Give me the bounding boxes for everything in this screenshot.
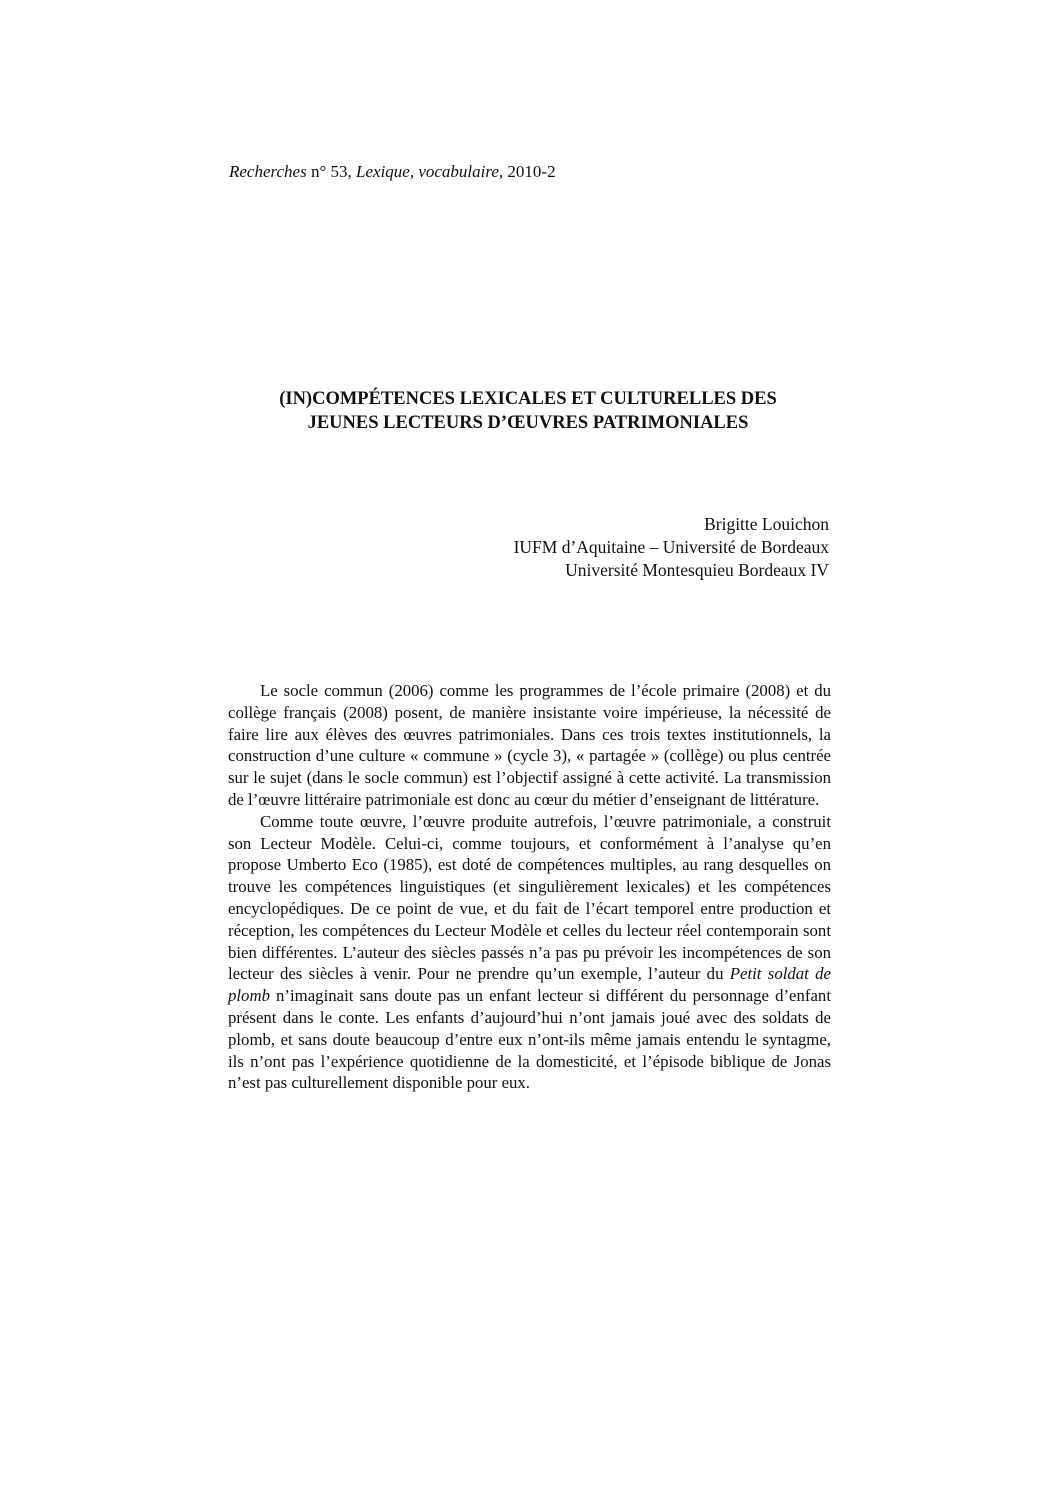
- article-title-line-1: (IN)COMPÉTENCES LEXICALES ET CULTURELLES DES: [279, 389, 777, 409]
- issue-theme: Lexique, vocabulaire: [356, 162, 499, 181]
- author-name: Brigitte Louichon: [704, 514, 829, 534]
- book-title-italic: Petit soldat de plomb: [228, 964, 831, 1006]
- author-affiliation-2: Université Montesquieu Bordeaux IV: [565, 560, 829, 580]
- issue-year: , 2010-2: [498, 162, 556, 181]
- body-paragraph-2-part-1: Comme toute œuvre, l’œuvre produite autrefois, l’œuvre patrimoniale, a construit son Lecteur Modèle. Celui-ci, comme toujours, et conformément à l’analyse qu’en propose Umberto Eco (1985), est doté de compétences multiples, au rang desquelles on trouve les compétences linguistiques (et singulièrement lexicales) et les compétences encyclopédiques. De ce point de vue, et du fait de l’écart temporel entre production et réception, les compétences du Lecteur Modèle et celles du lecteur réel contemporain sont bien différentes. L’auteur des siècles passés n’a pas pu prévoir les incompétences de son lecteur des siècles à venir. Pour ne prendre qu’un exemple, l’auteur du: [228, 811, 831, 984]
- article-title: [229, 387, 827, 435]
- body-paragraph-1: Le socle commun (2006) comme les programmes de l’école primaire (2008) et du collège français (2008) posent, de manière insistante voire impérieuse, la nécessité de faire lire aux élèves des œuvres patrimoniales. Dans ces trois textes institutionnels, la construction d’une culture « commune » (cycle 3), « partagée » (collège) ou plus centrée sur le sujet (dans le socle commun) est l’objectif assigné à cette activité. La transmission de l’œuvre littéraire patrimoniale est donc au cœur du métier d’enseignant de littérature.: [228, 681, 831, 809]
- author-block: [514, 513, 829, 582]
- body-paragraph-2: [228, 811, 831, 1094]
- issue-number: n° 53,: [306, 162, 357, 181]
- body-paragraph-2-part-2: n’imaginait sans doute pas un enfant lecteur si différent du personnage d’enfant présent dans le conte. Les enfants d’aujourd’hui n’ont jamais joué avec des soldats de plomb, et sans doute beaucoup d’entre eux n’ont-ils même jamais entendu le syntagme, ils n’ont pas l’expérience quotidienne de la domesticité, et l’épisode biblique de Jonas n’est pas culturellement disponible pour eux.: [228, 986, 831, 1093]
- author-affiliation-1: IUFM d’Aquitaine – Université de Bordeaux: [513, 537, 829, 557]
- journal-reference: [229, 161, 556, 183]
- article-title-line-2: JEUNES LECTEURS D’ŒUVRES PATRIMONIALES: [307, 413, 749, 433]
- article-body: [228, 680, 831, 1094]
- journal-name: Recherches: [229, 162, 307, 181]
